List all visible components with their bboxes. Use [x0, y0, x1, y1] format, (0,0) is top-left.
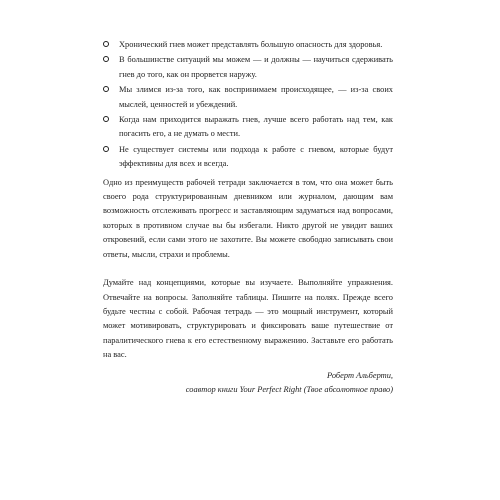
list-item [103, 53, 393, 82]
list-item-text: Не существует системы или подхода к работе с гневом, которые будут эффективны для всех и всегда. [119, 144, 393, 169]
list-item [103, 38, 393, 52]
list-item-text: Мы злимся из-за того, как воспринимаем происходящее, — из-за своих мыслей, ценностей и убеждений. [119, 85, 393, 109]
list-item [103, 113, 393, 142]
list-item [103, 83, 393, 112]
list-item-text: В большинстве ситуаций мы можем — и должны — научиться сдерживать гнев до того, как он прорвется наружу. [119, 55, 393, 79]
circle-bullet-icon [103, 146, 109, 152]
instructions-paragraph: Думайте над концепциями, которые вы изучаете. Выполняйте упражнения. Отвечайте на вопросы. Заполняйте таблицы. Пишите на полях. Прежде всего будьте честны с собой. Рабочая тетрадь — это мощный инструмент, который может мотивировать, структурировать и фиксировать ваше путешествие от паралитического гнева к его естественному выражению. Заставьте его работать на вас. [103, 278, 393, 360]
quote-source: соавтор книги Your Perfect Right (Твое абсолютное право) [185, 384, 393, 394]
circle-bullet-icon [103, 41, 109, 47]
quote-author: Роберт Альберти, [327, 370, 393, 380]
list-item [103, 143, 393, 172]
circle-bullet-icon [103, 86, 109, 92]
book-page [103, 38, 393, 397]
circle-bullet-icon [103, 56, 109, 62]
workbook-benefits-paragraph: Одно из преимуществ рабочей тетради заключается в том, что она может быть своего рода структурированным дневником или журналом, дающим вам возможность отслеживать прогресс и заставляющим задуматься над вопросами, которых в противном случае вы бы избегали. Никто другой не увидит ваших откровений, если сами этого не захотите. Вы можете свободно записывать свои ответы, мысли, страхи и проблемы. [103, 177, 393, 259]
circle-bullet-icon [103, 116, 109, 122]
list-item-text: Хронический гнев может представлять большую опасность для здоровья. [119, 40, 383, 49]
list-item-text: Когда нам приходится выражать гнев, лучше всего работать над тем, как погасить его, а не думать о мести. [119, 115, 393, 139]
key-points-list [103, 38, 393, 172]
